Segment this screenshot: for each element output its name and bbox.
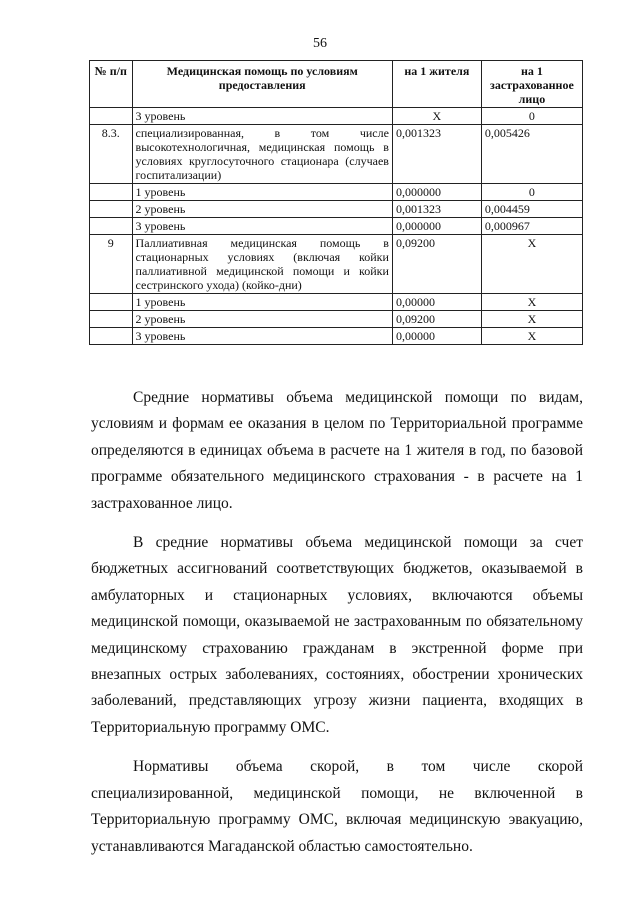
- row-per-resident: 0,000000: [392, 184, 481, 201]
- row-description: 2 уровень: [132, 201, 392, 218]
- header-num: № п/п: [90, 61, 133, 108]
- table-row: [90, 328, 583, 345]
- table-row: [90, 108, 583, 125]
- row-description: специализированная, в том числе высокотехнологичная, медицинская помощь в условиях круглосуточного стационара (случаев госпитализации): [132, 125, 392, 184]
- row-description: 1 уровень: [132, 184, 392, 201]
- row-per-insured: 0,000967: [481, 218, 582, 235]
- row-per-resident: Х: [392, 108, 481, 125]
- row-per-resident: 0,00000: [392, 328, 481, 345]
- row-per-resident: 0,09200: [392, 235, 481, 294]
- table-row: [90, 201, 583, 218]
- row-description: 3 уровень: [132, 218, 392, 235]
- paragraph: Нормативы объема скорой, в том числе скорой специализированной, медицинской помощи, не включенной в Территориальную программу ОМС, включая медицинскую эвакуацию, устанавливаются Магаданской областью самостоятельно.: [91, 758, 583, 855]
- paragraph: В средние нормативы объема медицинской помощи за счет бюджетных ассигнований соответствующих бюджетов, оказываемой в амбулаторных и стационарных условиях, включаются объемы медицинской помощи, оказываемой не застрахованным по обязательному медицинскому страхованию гражданам в экстренной форме при внезапных острых заболеваниях, состояниях, обострении хронических заболеваний, представляющих угрозу жизни пациента, входящих в Территориальную программу ОМС.: [91, 534, 583, 736]
- header-per-resident: на 1 жителя: [392, 61, 481, 108]
- row-num: [90, 294, 133, 311]
- body-text: [91, 385, 583, 873]
- row-per-insured: 0,005426: [481, 125, 582, 184]
- header-per-insured: на 1 застрахованное лицо: [481, 61, 582, 108]
- row-per-resident: 0,00000: [392, 294, 481, 311]
- row-per-resident: 0,001323: [392, 125, 481, 184]
- row-description: Паллиативная медицинская помощь в стационарных условиях (включая койки паллиативной медицинской помощи и койки сестринского ухода) (койко-дни): [132, 235, 392, 294]
- row-num: [90, 108, 133, 125]
- row-num: [90, 218, 133, 235]
- row-per-insured: 0: [481, 108, 582, 125]
- paragraph: Средние нормативы объема медицинской помощи по видам, условиям и формам ее оказания в целом по Территориальной программе определяются в единицах объема в расчете на 1 жителя в год, по базовой программе обязательного медицинского страхования - в расчете на 1 застрахованное лицо.: [91, 389, 583, 512]
- row-per-insured: Х: [481, 235, 582, 294]
- row-description: 2 уровень: [132, 311, 392, 328]
- row-per-resident: 0,09200: [392, 311, 481, 328]
- table-row: [90, 294, 583, 311]
- row-per-insured: Х: [481, 328, 582, 345]
- norms-table: [89, 60, 583, 345]
- row-num: 9: [90, 235, 133, 294]
- table-row: [90, 235, 583, 294]
- row-num: 8.3.: [90, 125, 133, 184]
- row-description: 3 уровень: [132, 328, 392, 345]
- row-per-insured: Х: [481, 294, 582, 311]
- row-per-resident: 0,001323: [392, 201, 481, 218]
- row-description: 3 уровень: [132, 108, 392, 125]
- table-row: [90, 218, 583, 235]
- table-header-row: [90, 61, 583, 108]
- table-row: [90, 184, 583, 201]
- row-num: [90, 328, 133, 345]
- row-per-insured: Х: [481, 311, 582, 328]
- row-description: 1 уровень: [132, 294, 392, 311]
- header-description: Медицинская помощь по условиям предоставления: [132, 61, 392, 108]
- row-num: [90, 184, 133, 201]
- row-num: [90, 311, 133, 328]
- row-per-insured: 0: [481, 184, 582, 201]
- page-number: 56: [313, 36, 327, 51]
- table-row: [90, 311, 583, 328]
- row-per-insured: 0,004459: [481, 201, 582, 218]
- row-per-resident: 0,000000: [392, 218, 481, 235]
- row-num: [90, 201, 133, 218]
- table-row: [90, 125, 583, 184]
